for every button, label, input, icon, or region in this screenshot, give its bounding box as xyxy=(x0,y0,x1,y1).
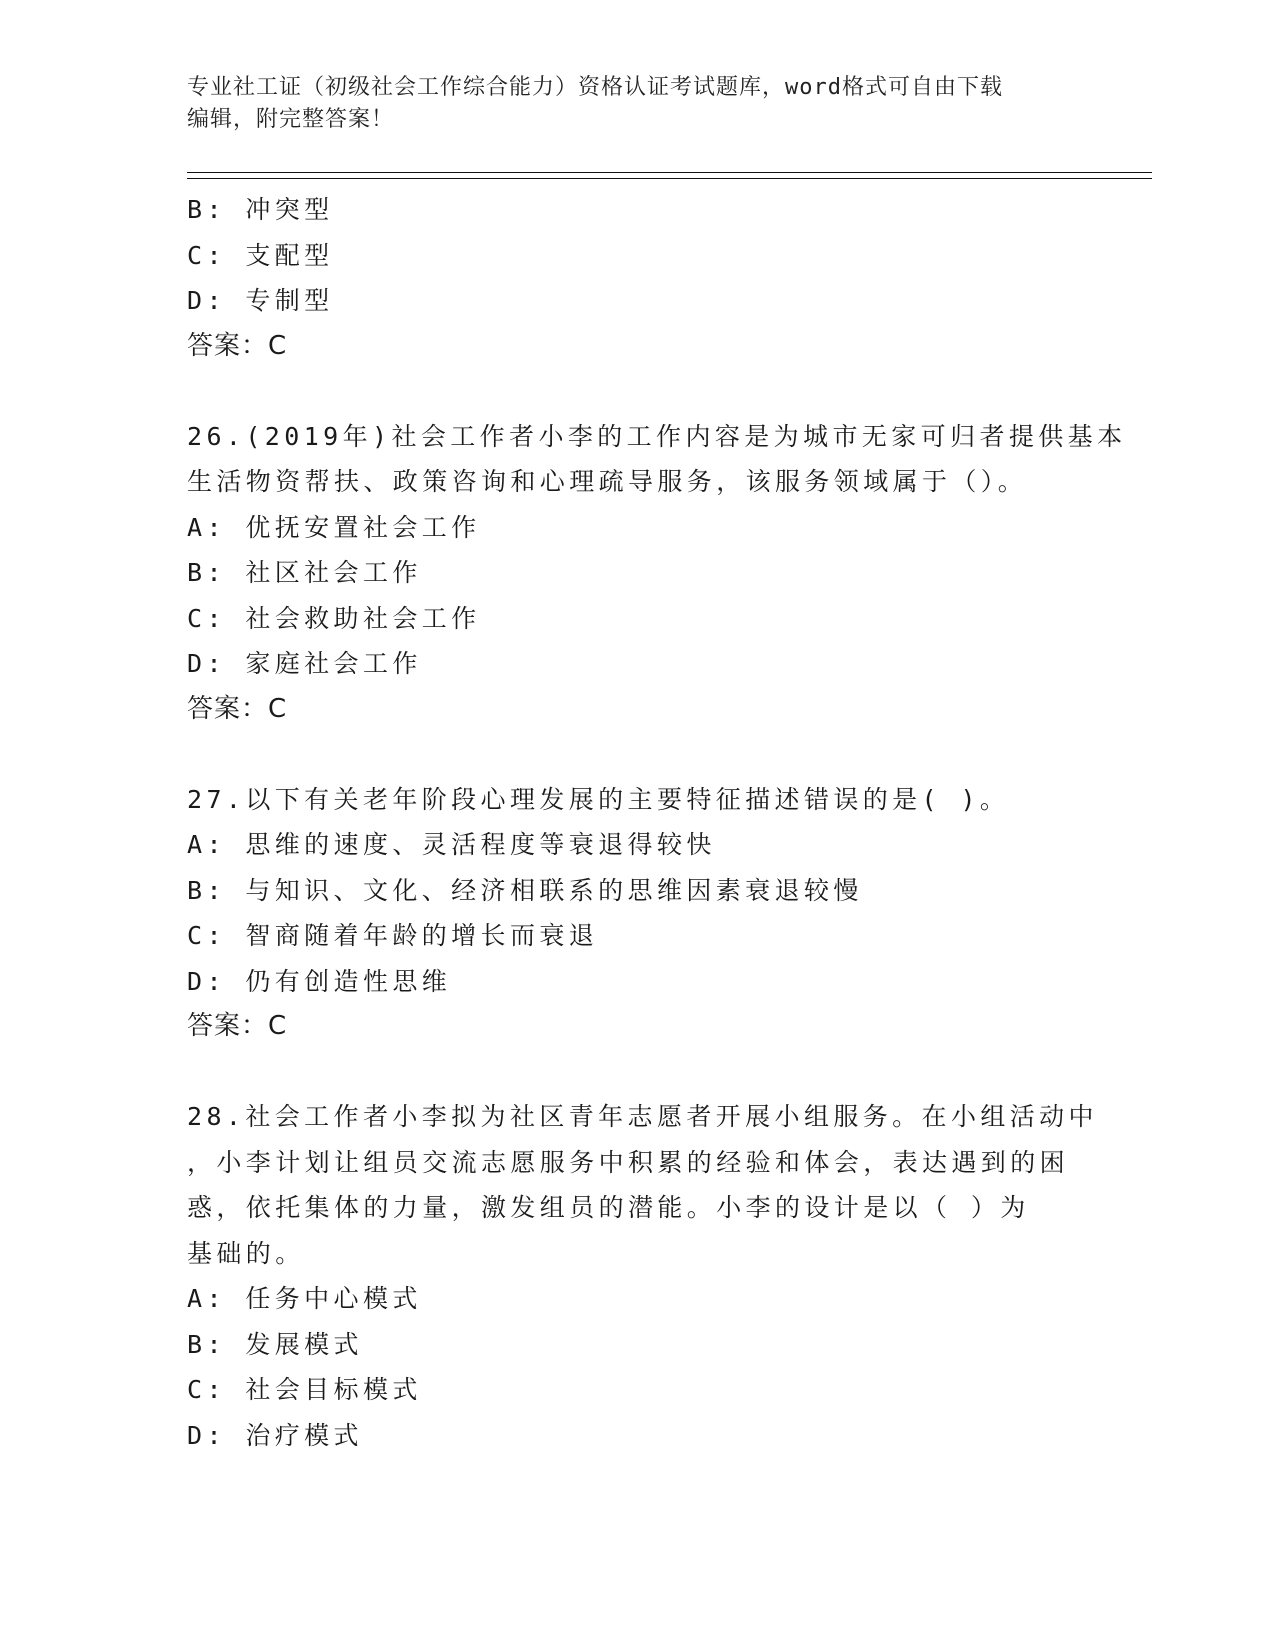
document-page xyxy=(187,72,1147,1458)
option-d: D: 家庭社会工作 xyxy=(187,649,422,678)
answer-line: 答案：C xyxy=(187,1011,288,1041)
option-d: D: 仍有创造性思维 xyxy=(187,966,452,996)
question-content xyxy=(187,187,1147,1458)
header-line-2: 编辑，附完整答案！ xyxy=(187,107,395,132)
option-b: B: 冲突型 xyxy=(187,195,334,224)
question-stem-line: 26.(2019年)社会工作者小李的工作内容是为城市无家可归者提供基本 xyxy=(187,421,1127,451)
option-c: C: 社会救助社会工作 xyxy=(187,603,481,633)
option-b: B: 与知识、文化、经济相联系的思维因素衰退较慢 xyxy=(187,875,863,905)
option-c: C: 智商随着年龄的增长而衰退 xyxy=(187,921,599,950)
question-stem-line: 惑，依托集体的力量，激发组员的潜能。小李的设计是以（ ）为 xyxy=(187,1193,1030,1222)
option-c: C: 支配型 xyxy=(187,240,334,270)
option-b: B: 社区社会工作 xyxy=(187,558,422,587)
header-line-1: 专业社工证（初级社会工作综合能力）资格认证考试题库，word格式可自由下载 xyxy=(187,75,1003,100)
question-stem-line: ，小李计划让组员交流志愿服务中积累的经验和体会，表达遇到的困 xyxy=(187,1147,1070,1177)
option-b: B: 发展模式 xyxy=(187,1329,363,1359)
answer-line: 答案：C xyxy=(187,330,288,361)
option-d: D: 专制型 xyxy=(187,286,334,315)
question-block-26 xyxy=(187,414,1147,732)
option-a: A: 任务中心模式 xyxy=(187,1284,422,1313)
question-stem-line: 27.以下有关老年阶段心理发展的主要特征描述错误的是( )。 xyxy=(187,784,1010,814)
answer-line: 答案：C xyxy=(187,693,288,724)
question-block-25 xyxy=(187,187,1147,369)
question-block-28 xyxy=(187,1094,1147,1458)
option-a: A: 思维的速度、灵活程度等衰退得较快 xyxy=(187,830,716,859)
question-stem-line: 生活物资帮扶、政策咨询和心理疏导服务，该服务领域属于（）。 xyxy=(187,467,1028,496)
option-d: D: 治疗模式 xyxy=(187,1420,363,1450)
question-stem-line: 基础的。 xyxy=(187,1238,305,1268)
option-a: A: 优抚安置社会工作 xyxy=(187,512,481,542)
question-stem-line: 28.社会工作者小李拟为社区青年志愿者开展小组服务。在小组活动中 xyxy=(187,1102,1098,1131)
document-header xyxy=(187,72,1147,136)
question-block-27 xyxy=(187,777,1147,1050)
option-c: C: 社会目标模式 xyxy=(187,1375,422,1404)
header-double-rule xyxy=(187,172,1152,179)
